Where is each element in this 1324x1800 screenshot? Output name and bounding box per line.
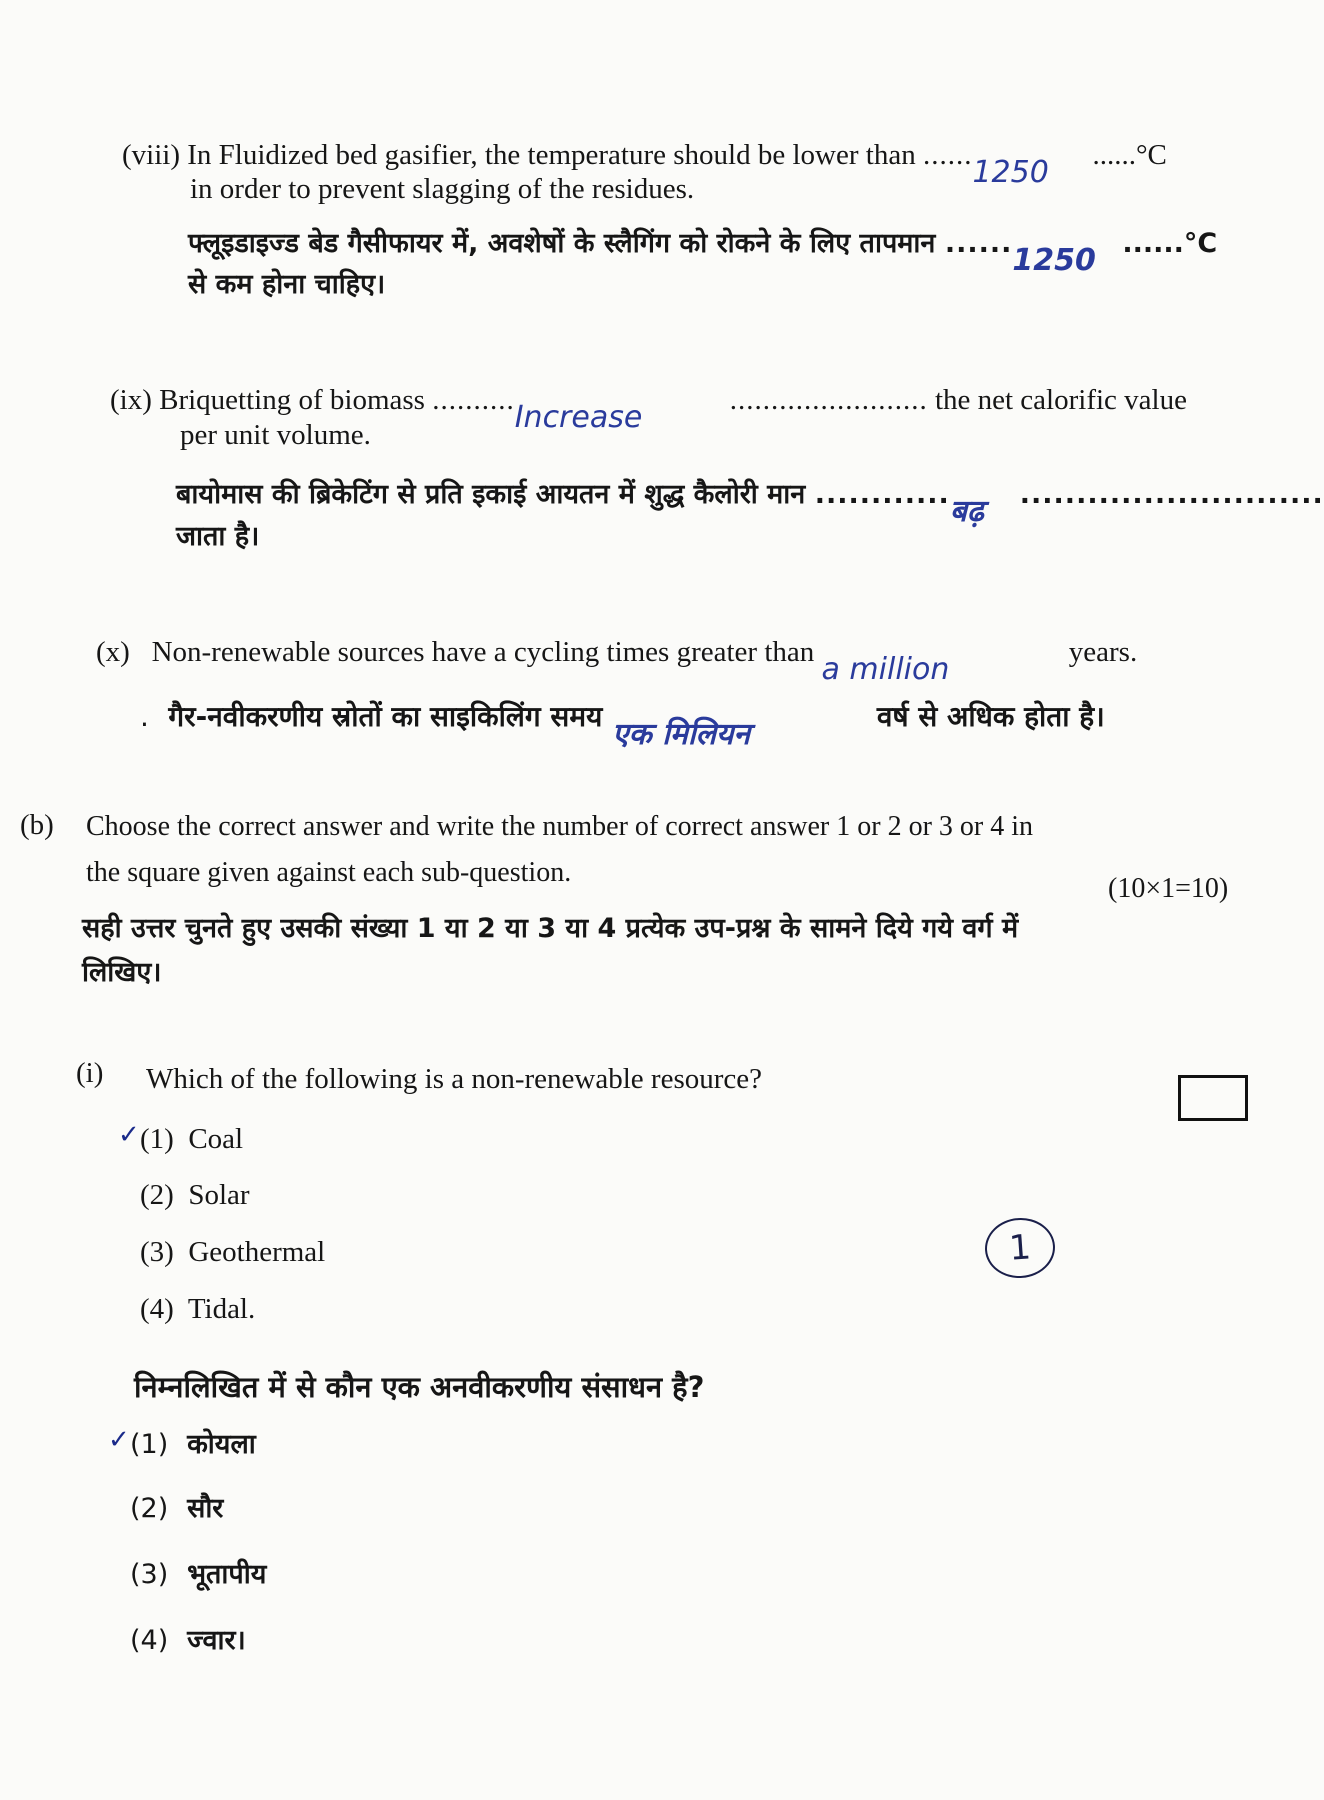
option-3-hi: (3) भूतापीय xyxy=(130,1559,267,1590)
q-i-question-hi: निम्नलिखित में से कौन एक अनवीकरणीय संसाधन है? xyxy=(134,1370,705,1404)
option-1-hi: (1) कोयला xyxy=(130,1429,256,1460)
tick-mark-icon: ✓ xyxy=(108,1425,130,1455)
option-4-hi: (4) ज्वार। xyxy=(130,1625,246,1656)
option-1-en: (1) Coal xyxy=(140,1123,244,1155)
section-b-label: (b) xyxy=(20,809,54,841)
q-ix-hi-line1: बायोमास की ब्रिकेटिंग से प्रति इकाई आयतन में शुद्ध कैलोरी मान ............ बढ़ ........................... xyxy=(176,479,1324,529)
handwritten-answer: Increase xyxy=(514,400,643,435)
q-viii-en-line2: in order to prevent slagging of the residues. xyxy=(190,173,695,205)
q-ix-hi-line2: जाता है। xyxy=(176,521,260,552)
section-b-marks: (10×1=10) xyxy=(1108,873,1229,904)
answer-square[interactable] xyxy=(1178,1075,1248,1121)
section-b-en-line2: the square given against each sub-question. xyxy=(86,857,572,888)
q-x-en-line: (x) Non-renewable sources have a cycling times greater than a million years. xyxy=(96,636,1138,687)
question-number: (x) xyxy=(96,636,130,668)
option-3-en: (3) Geothermal xyxy=(140,1236,326,1268)
handwritten-answer: एक मिलियन xyxy=(612,717,751,752)
section-b-en-line1: Choose the correct answer and write the number of correct answer 1 or 2 or 3 or 4 in xyxy=(86,811,1033,842)
q-viii-en-line1: (viii) In Fluidized bed gasifier, the temperature should be lower than ...... 1250 ......°C xyxy=(122,139,1167,190)
q-viii-hi-line2: से कम होना चाहिए। xyxy=(188,269,386,300)
q-i-question-en: Which of the following is a non-renewable resource? xyxy=(146,1063,763,1095)
handwritten-answer: 1250 xyxy=(972,155,1049,190)
q-viii-hi-line1: फ्लूइडाइज्ड बेड गैसीफायर में, अवशेषों के स्लैगिंग को रोकने के लिए तापमान ...... 1250 ......°C xyxy=(188,228,1218,278)
handwritten-answer: a million xyxy=(821,652,950,687)
section-b-hi-line1: सही उत्तर चुनते हुए उसकी संख्या 1 या 2 या 3 या 4 प्रत्येक उप-प्रश्न के सामने दिये गये वर्ग में xyxy=(82,913,1019,944)
q-x-hi-line: . गैर-नवीकरणीय स्रोतों का साइकिलिंग समय एक मिलियन वर्ष से अधिक होता है। xyxy=(140,700,1105,752)
question-text: In Fluidized bed gasifier, the temperature should be lower than xyxy=(187,139,916,171)
question-number: (ix) xyxy=(110,384,152,416)
handwritten-answer: 1250 xyxy=(1012,243,1096,278)
option-2-hi: (2) सौर xyxy=(130,1493,224,1524)
q-ix-en-line2: per unit volume. xyxy=(180,419,371,451)
section-b-hi-line2: लिखिए। xyxy=(82,957,162,988)
option-4-en: (4) Tidal. xyxy=(140,1293,256,1325)
circled-answer: 1 xyxy=(983,1216,1057,1281)
handwritten-answer: बढ़ xyxy=(949,494,984,529)
question-number: (viii) xyxy=(122,139,180,171)
q-ix-en-line1: (ix) Briquetting of biomass .......... Increase ........................ the net calorific value xyxy=(110,384,1187,435)
q-i-number: (i) xyxy=(76,1057,104,1089)
option-2-en: (2) Solar xyxy=(140,1179,250,1211)
tick-mark-icon: ✓ xyxy=(118,1120,140,1150)
